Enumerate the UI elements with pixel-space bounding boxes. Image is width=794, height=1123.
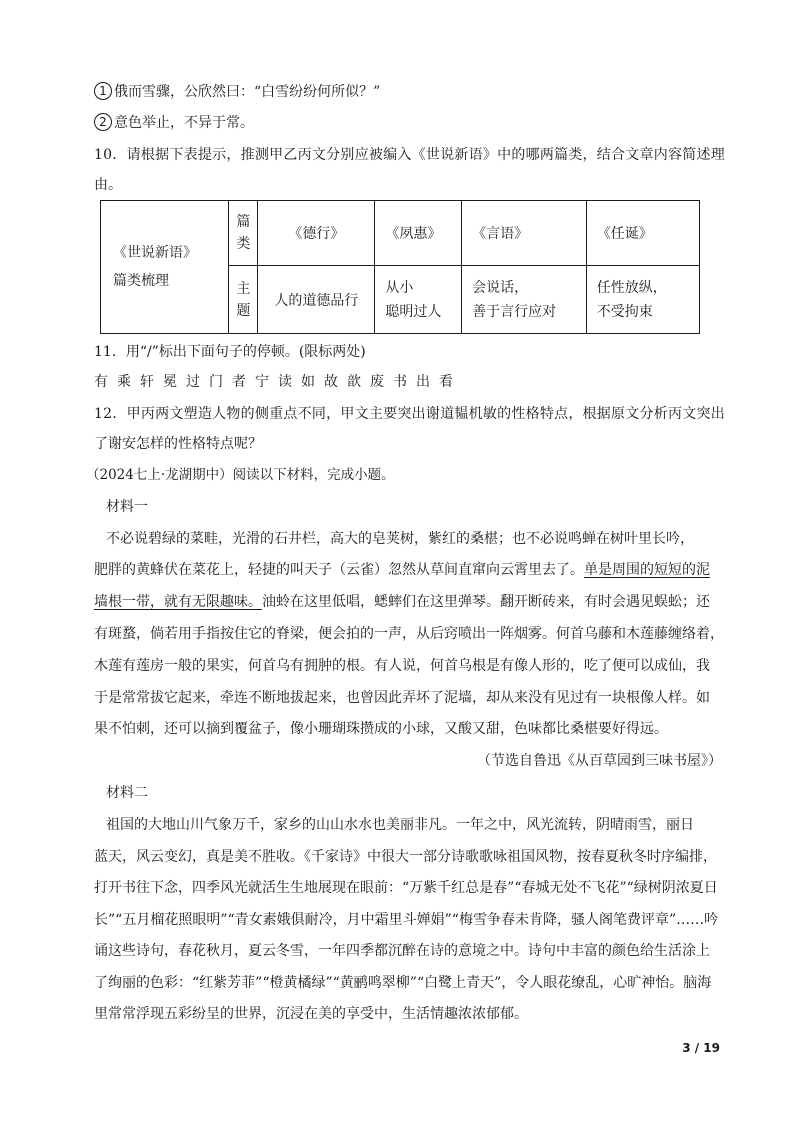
material-2-line: 祖国的大地山川气象万千，家乡的山山水水也美丽非凡。一年之中，风光流转，阴晴雨雪，丽日 [106, 817, 694, 833]
table-cell: 从小 聪明过人 [375, 266, 462, 334]
question-12: 12．甲丙两文塑造人物的侧重点不同，甲文主要突出谢道韫机敏的性格特点，根据原文分析丙文突出 [94, 406, 726, 422]
question-11: 11．用“/”标出下面句子的停顿。(限标两处) [94, 344, 366, 360]
material-2-title: 材料二 [106, 785, 148, 801]
question-12-cont: 了谢安怎样的性格特点呢？ [94, 436, 262, 452]
table-cell: 会说话， 善于言行应对 [462, 266, 587, 334]
material-1-line: 有斑蝥，倘若用手指按住它的脊梁，便会拍的一声，从后窍喷出一阵烟雾。何首乌藤和木莲藤缠络着， [94, 626, 724, 642]
material-2-line: 诵这些诗句，春花秋月，夏云冬雪，一年四季都沉醉在诗的意境之中。诗句中丰富的颜色给生活涂上 [94, 943, 710, 959]
quote-line-2 [94, 113, 254, 133]
table-book-cell: 《世说新语》 篇类梳理 [101, 201, 229, 334]
material-1-line: 肥胖的黄蜂伏在菜花上，轻捷的叫天子（云雀）忽然从草间直窜向云霄里去了。单是周围的短短的泥 [94, 562, 710, 578]
question-10-cont: 由。 [94, 177, 122, 193]
material-1-line: 木莲有莲房一般的果实，何首乌有拥肿的根。有人说，何首乌根是有像人形的，吃了便可以成仙，我 [94, 658, 710, 674]
category-table [100, 200, 700, 334]
material-2-line: 蓝天，风云变幻，真是美不胜收。《千家诗》中很大一部分诗歌歌咏祖国风物，按春夏秋冬时序编排， [94, 849, 717, 865]
underlined-sentence: 单是周围的短短的泥 [584, 562, 710, 578]
table-cell: 《言语》 [462, 201, 587, 266]
quote-line-1 [94, 82, 380, 102]
page-number: 3 / 19 [682, 1041, 720, 1055]
material-1-title: 材料一 [106, 499, 148, 515]
row-head-category: 篇类 [229, 201, 258, 266]
circled-number: 2 [94, 113, 112, 131]
table-cell: 人的道德品行 [258, 266, 375, 334]
question-10: 10．请根据下表提示，推测甲乙丙文分别应被编入《世说新语》中的哪两篇类，结合文章内容简述理 [94, 147, 726, 163]
circled-number: 1 [94, 82, 112, 100]
material-1-line: 果不怕刺，还可以摘到覆盆子，像小珊瑚珠攒成的小球，又酸又甜，色味都比桑椹要好得远。 [94, 721, 668, 737]
table-cell: 《任诞》 [586, 201, 699, 266]
underlined-sentence: 墙根一带，就有无限趣味。 [94, 594, 262, 610]
material-2-line: 了绚丽的色彩：“红紫芳菲”“橙黄橘绿”“黄鹂鸣翠柳”“白鹭上青天”，令人眼花缭乱，心旷神怡。脑海 [94, 975, 712, 991]
reading-intro: （2024七上·龙湖期中）阅读以下材料，完成小题。 [86, 467, 395, 483]
material-1-line: 墙根一带，就有无限趣味。油蛉在这里低唱，蟋蟀们在这里弹琴。翻开断砖来，有时会遇见蜈蚣；还 [94, 594, 710, 610]
material-2-line: 长”“五月榴花照眼明”“青女素娥俱耐冷，月中霜里斗婵娟”“梅雪争春未肯降，骚人阁笔费评章”……吟 [94, 912, 719, 928]
quote-text: 俄而雪骤，公欣然曰：“白雪纷纷何所似？” [114, 84, 381, 100]
table-cell: 任性放纵， 不受拘束 [586, 266, 699, 334]
material-2-line: 里常常浮现五彩纷呈的世界，沉浸在美的享受中，生活情趣浓浓郁郁。 [94, 1006, 528, 1022]
row-head-theme: 主题 [229, 266, 258, 334]
question-11-sentence: 有乘轩冕过门者宁读如故歆废书出看 [94, 374, 462, 390]
material-1-source: （节选自鲁迅《从百草园到三味书屋》） [477, 753, 722, 769]
table-cell: 《夙惠》 [375, 201, 462, 266]
material-1-line: 不必说碧绿的菜畦，光滑的石井栏，高大的皂荚树，紫红的桑椹；也不必说鸣蝉在树叶里长吟， [106, 531, 694, 547]
quote-text: 意色举止，不异于常。 [114, 115, 254, 131]
table-cell: 《德行》 [258, 201, 375, 266]
material-2-line: 打开书往下念，四季风光就活生生地展现在眼前：“万紫千红总是春”“春城无处不飞花”“绿树阴浓夏日 [94, 880, 718, 896]
material-1-line: 于是常常拔它起来，牵连不断地拔起来，也曾因此弄坏了泥墙，却从来没有见过有一块根像人样。如 [94, 690, 710, 706]
table-row [101, 201, 700, 266]
